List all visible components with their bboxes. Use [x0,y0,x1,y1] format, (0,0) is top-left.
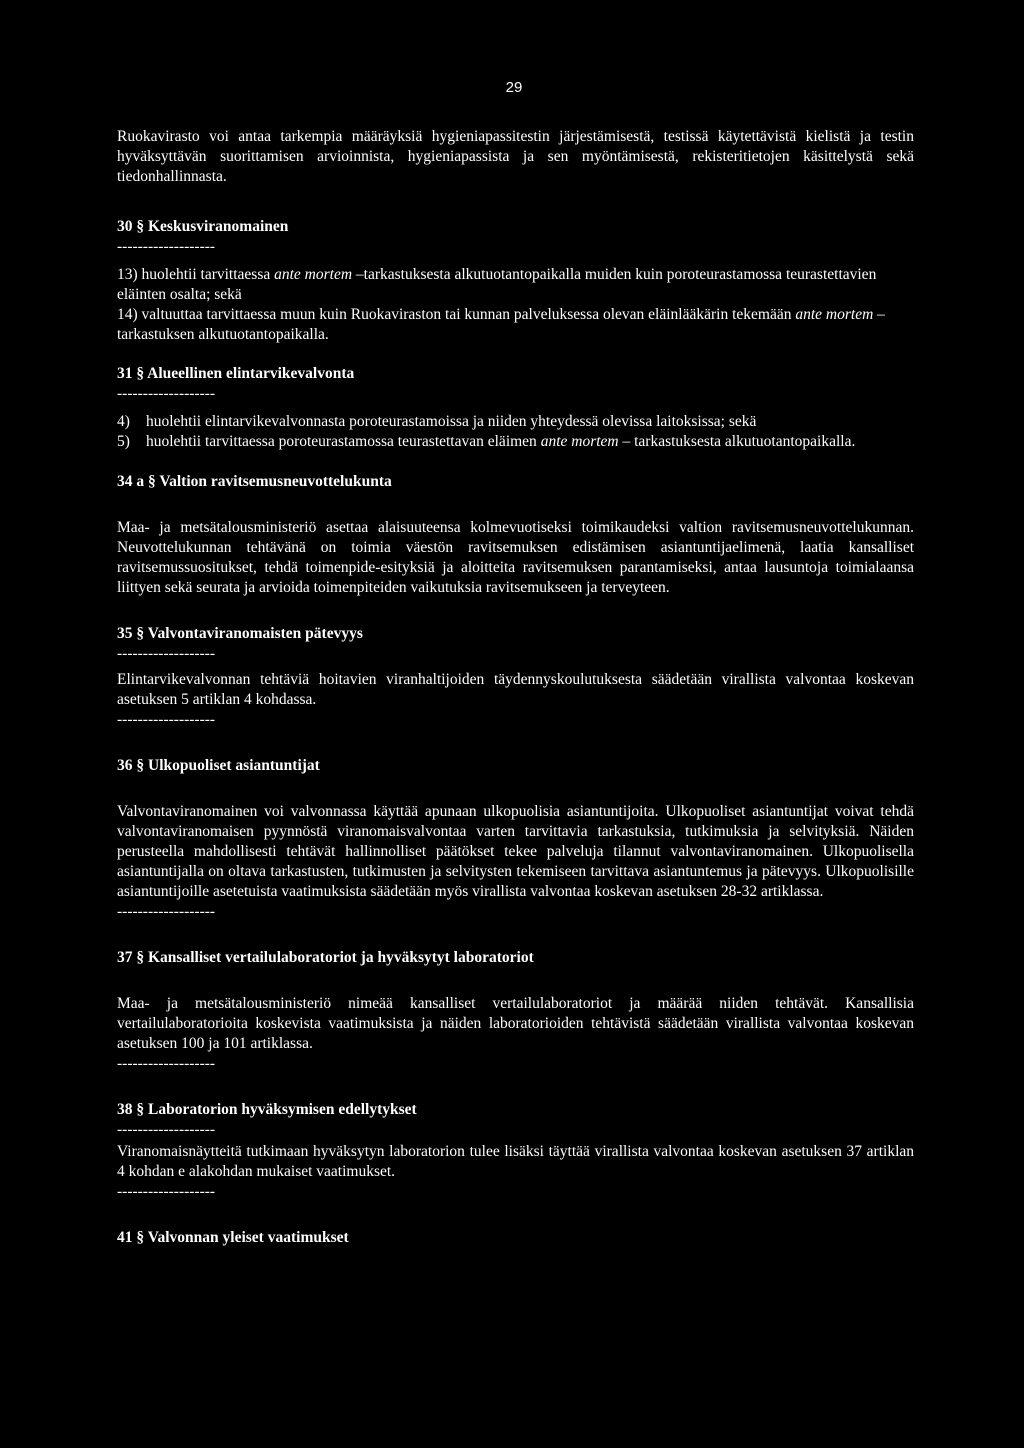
separator-dashes: ------------------- [117,385,216,402]
section-34a-text: Maa- ja metsätalousministeriö asettaa alaisuuteensa kolmevuotiseksi toimikaudeksi valtion ravitsemusneuvottelukunnan. Neuvottelukunnan tehtävänä on toimia väestön ravitsemuksen edistämisen asiantuntijaelimenä, laatia kansalliset ravitsemussuositukset, tehdä toimenpide-esityksiä ja aloitteita ravitsemuksen parantamiseksi, antaa lausuntoja toimialaansa liittyen sekä seurata ja arvioida toimenpiteiden vaikutuksia ravitsemukseen ja terveyteen. [117,519,914,596]
section-35-heading: 35 § Valvontaviranomaisten pätevyys [117,625,363,642]
separator-dashes: ------------------- [117,1055,216,1072]
separator-dashes: ------------------- [117,903,216,920]
section-37-text: Maa- ja metsätalousministeriö nimeää kansalliset vertailulaboratoriot ja määrää niiden tehtävät. Kansallisia vertailulaboratorioita koskevista vaatimuksista ja näiden laboratorioiden tehtävistä säädetään virallista valvontaa koskevan asetuksen 100 ja 101 artiklassa. [117,995,914,1052]
section-30-item-13: 13) huolehtii tarvittaessa ante mortem –tarkastuksesta alkutuotantopaikalla muiden kuin poroteurastamossa teurastettavien eläinten osalta; sekä [117,266,877,303]
section-36-heading: 36 § Ulkopuoliset asiantuntijat [117,757,320,774]
section-35-text: Elintarvikevalvonnan tehtäviä hoitavien viranhaltijoiden täydennyskoulutuksesta säädetään virallista valvontaa koskevan asetuksen 5 artiklan 4 kohdassa. [117,671,914,708]
separator-dashes: ------------------- [117,711,216,728]
page-number: 29 [505,79,523,96]
section-37-heading: 37 § Kansalliset vertailulaboratoriot ja hyväksytyt laboratoriot [117,949,534,966]
section-38-heading: 38 § Laboratorion hyväksymisen edellytykset [117,1101,417,1118]
section-31-item-5: 5) huolehtii tarvittaessa poroteurastamossa teurastettavan eläimen ante mortem – tarkastuksesta alkutuotantopaikalla. [117,433,856,450]
section-36-text: Valvontaviranomainen voi valvonnassa käyttää apunaan ulkopuolisia asiantuntijoita. Ulkopuoliset asiantuntijat voivat tehdä valvontaviranomaisen pyynnöstä viranomaisvalvontaa varten tarvittavia tarkastuksia, tutkimuksia ja selvityksiä. Näiden perusteella mahdollisesti tehtävät hallinnolliset päätökset tekee palveluja tilannut valvontaviranomainen. Ulkopuolisella asiantuntijalla on oltava tarkastusten, tutkimusten ja selvitysten tekemiseen tarvittava asiantuntemus ja pätevyys. Ulkopuolisille asiantuntijoille asetetuista vaatimuksista säädetään myös virallista valvontaa koskevan asetuksen 28-32 artiklassa. [117,803,914,900]
section-31-heading: 31 § Alueellinen elintarvikevalvonta [117,365,355,382]
section-30-item-14: 14) valtuuttaa tarvittaessa muun kuin Ruokaviraston tai kunnan palveluksessa olevan eläinlääkärin tekemään ante mortem –tarkastuksen alkutuotantopaikalla. [117,306,885,343]
section-31-item-4: 4) huolehtii elintarvikevalvonnasta poroteurastamoissa ja niiden yhteydessä olevissa laitoksissa; sekä [117,413,757,430]
separator-dashes: ------------------- [117,1183,216,1200]
intro-paragraph: Ruokavirasto voi antaa tarkempia määräyksiä hygieniapassitestin järjestämisestä, testissä käytettävistä kielistä ja testin hyväksyttävän suorittamisen arvioinnista, hygieniapassista ja sen myöntämisestä, rekisteritietojen käsittelystä sekä tiedonhallinnasta. [117,128,914,185]
section-34a-heading: 34 a § Valtion ravitsemusneuvottelukunta [117,473,392,490]
separator-dashes: ------------------- [117,1121,216,1138]
document-body [117,127,914,1248]
separator-dashes: ------------------- [117,238,216,255]
section-38-text: Viranomaisnäytteitä tutkimaan hyväksytyn laboratorion tulee lisäksi täyttää virallista valvontaa koskevan asetuksen 37 artiklan 4 kohdan e alakohdan mukaiset vaatimukset. [117,1143,914,1180]
section-41-heading: 41 § Valvonnan yleiset vaatimukset [117,1229,349,1246]
separator-dashes: ------------------- [117,645,216,662]
section-30-heading: 30 § Keskusviranomainen [117,218,289,235]
